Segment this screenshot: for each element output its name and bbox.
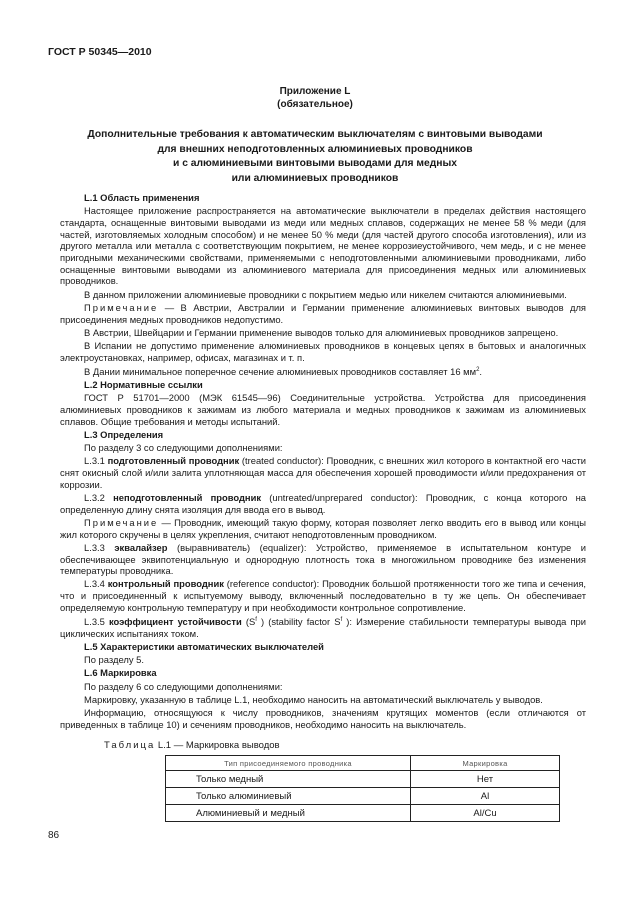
section-heading-l3: L.3 Определения <box>84 428 164 440</box>
clause-number: L.3.5 <box>84 616 109 628</box>
definition-text: (S <box>241 616 256 628</box>
table-row <box>166 771 560 788</box>
section-heading-l1: L.1 Область применения <box>84 192 200 203</box>
annex-status: (обязательное) <box>277 99 353 110</box>
section-heading-l2: L.2 Нормативные ссылки <box>84 379 203 391</box>
clause-number: L.3.2 <box>84 492 114 503</box>
term: эквалайзер <box>114 541 168 553</box>
clause-number: L.3.3 <box>84 541 115 553</box>
standard-header: ГОСТ Р 50345—2010 <box>48 46 152 58</box>
table-row <box>166 788 560 805</box>
paragraph: Маркировку, указанную в таблице L.1, необходимо наносить на автоматический выключатель у выводов. <box>84 693 543 705</box>
table-cell: Al <box>411 788 560 805</box>
page-number: 86 <box>48 830 60 841</box>
title-line: для внешних неподготовленных алюминиевых проводников <box>157 143 473 155</box>
paragraph: В Испании не допустимо применение алюминиевых проводников в концевых цепях в бытовых и аналогичных электроустановках, например, офисах, магазинах и т. п. <box>60 339 586 363</box>
paragraph: ГОСТ Р 51701—2000 (МЭК 61545—96) Соединительные устройства. Устройства для присоединения алюминиевых проводников к зажимам из любого материала и медных проводников к зажимам из алюминиевых сплавов. Общие требования и методы испытаний. <box>60 392 586 427</box>
note-text: — В Австрии, Австралии и Германии применение алюминиевых винтовых выводов для присоединения медных проводников недопустимо. <box>60 301 586 325</box>
table-caption <box>104 740 280 751</box>
table-header: Тип присоединяемого проводника <box>166 756 411 771</box>
superscript: 2 <box>476 366 480 373</box>
annex-title <box>60 128 570 186</box>
table-cell: Только алюминиевый <box>166 788 411 805</box>
definition-text: ): Измерение стабильности температуры вывода при циклических испытаниях током. <box>60 616 587 639</box>
definition-l35 <box>60 615 586 640</box>
note-label: Примечание <box>84 516 159 528</box>
note-label: Примечание <box>84 301 159 313</box>
definition-text: (выравниватель) (equalizer): Устройство, применяемое в испытательном контуре и обеспечивающее эквипотенциальную и однородную плотность тока в многожильном проводнике без изменения температуры проводника. <box>60 541 586 577</box>
paragraph <box>60 365 586 378</box>
paragraph: Информацию, относящуюся к числу проводников, значениям крутящих моментов (если отличаются от приведенных в таблице 10) и сечениям проводников, необходимо наносить на выключатель. <box>60 707 586 730</box>
definition-l34 <box>60 578 586 613</box>
table-header-row <box>166 756 560 771</box>
definition-l31 <box>60 455 586 490</box>
superscript: f <box>255 617 257 624</box>
caption-text: L.1 — Маркировка выводов <box>155 740 280 751</box>
paragraph: По разделу 6 со следующими дополнениями: <box>84 680 283 692</box>
paragraph: По разделу 3 со следующими дополнениями: <box>84 442 283 454</box>
clause-number: L.3.4 <box>84 578 108 590</box>
annex-name: Приложение L <box>279 86 351 97</box>
title-line: и с алюминиевыми винтовыми выводами для медных <box>173 158 457 169</box>
section-heading-l6: L.6 Маркировка <box>84 667 157 679</box>
note-paragraph <box>60 302 586 325</box>
definition-text: (untreated/unprepared conductor): Проводник, с конца которого на определенную длину снята изоляция для ввода его в вывод. <box>60 492 586 515</box>
section-heading-l5: L.5 Характеристики автоматических выключателей <box>84 641 324 653</box>
definition-l33 <box>60 542 586 577</box>
definition-text: ) (stability factor S <box>256 616 341 628</box>
term: коэффициент устойчивости <box>108 616 242 628</box>
paragraph: В Австрии, Швейцарии и Германии применение выводов только для алюминиевых проводников запрещено. <box>84 326 559 338</box>
paragraph: Настоящее приложение распространяется на автоматические выключатели в пределах действия настоящего стандарта, оснащенные винтовыми выводами из меди или медных сплавов, содержащих не менее 58 % меди (для частей, изготовляемых холодным способом) и не менее 50 % меди (для частей другого способа изготовления), или из другого металла или металла с соответствующим покрытием, не менее коррозиеустойчивого, чем медь, и с не менее пригодными механическими свойствами, применяемыми с неподготовленными алюминиевыми проводниками, либо оснащенные винтовыми выводами из алюминиевого материала для присоединения медных или алюминиевых проводников. <box>60 205 586 287</box>
marking-table <box>165 755 560 822</box>
definition-text: (treated conductor): Проводник, с внешних жил которого в контактной его части снят окисный слой и/или залита уплотняющая масса для обеспечения хорошей проводимости и/или предохранения от коррозии. <box>60 455 586 490</box>
term: контрольный проводник <box>107 578 224 590</box>
table-cell: Только медный <box>166 771 411 788</box>
document-body <box>60 192 586 732</box>
definition-l32 <box>60 492 586 515</box>
superscript: f <box>340 617 343 624</box>
term: подготовленный проводник <box>107 455 240 467</box>
table-cell: Нет <box>411 771 560 788</box>
term: неподготовленный проводник <box>113 492 262 503</box>
clause-number: L.3.1 <box>84 455 108 467</box>
title-line: или алюминиевых проводников <box>231 172 399 184</box>
table-row <box>166 805 560 822</box>
table-header: Маркировка <box>411 756 560 771</box>
title-line: Дополнительные требования к автоматическим выключателям с винтовыми выводами <box>87 129 543 140</box>
note-text: — Проводник, имеющий такую форму, которая позволяет легко вводить его в вывод или концы жил которого скручены в целях укрепления, считают неподготовленным проводником. <box>60 516 586 540</box>
caption-label: Таблица <box>104 740 156 751</box>
note-paragraph <box>60 517 586 540</box>
definition-text: (reference conductor): Проводник большой протяженности того же типа и сечения, что и присоединенный к испытуемому выводу, включенный последовательно в ту же цепь. Он обеспечивает определяемую контрольную температуру и при необходимости контрольное сопротивление. <box>60 578 586 613</box>
table-cell: Алюминиевый и медный <box>166 805 411 822</box>
paragraph: В данном приложении алюминиевые проводники с покрытием медью или никелем считаются алюминиевыми. <box>84 288 567 300</box>
table-cell: Al/Cu <box>411 805 560 822</box>
paragraph-end: . <box>479 365 483 377</box>
paragraph-text: В Дании минимальное поперечное сечение алюминиевых проводников составляет 16 мм <box>84 365 477 377</box>
paragraph: По разделу 5. <box>84 654 144 666</box>
